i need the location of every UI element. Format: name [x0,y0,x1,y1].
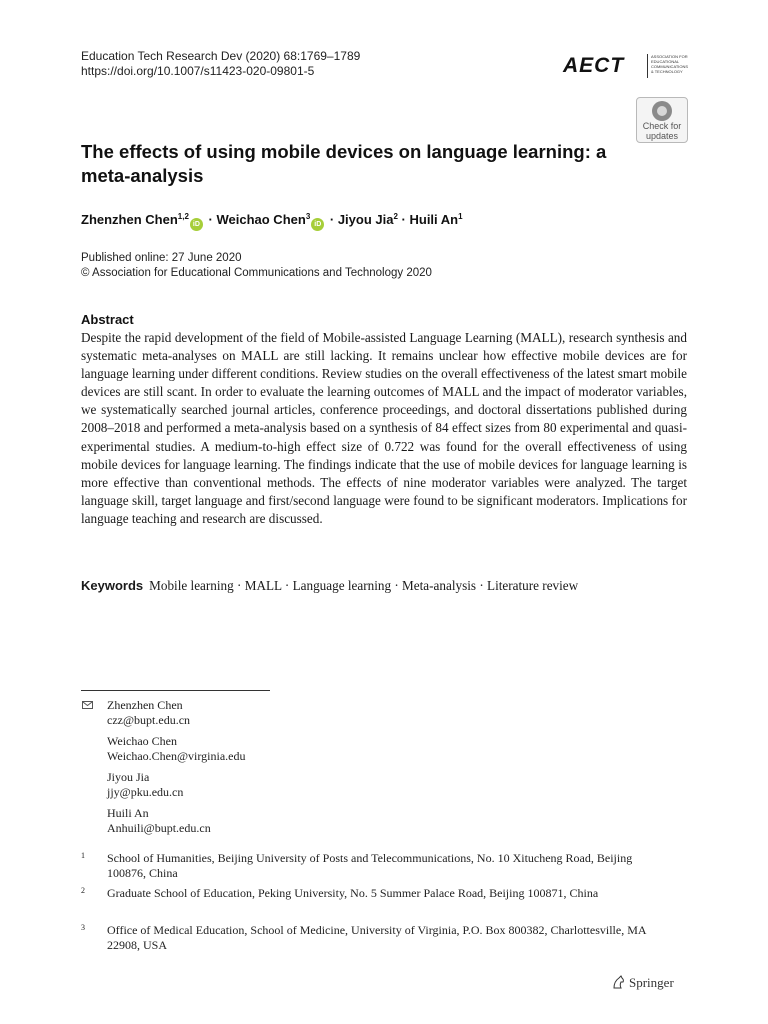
author-affiliation-mark: 1,2 [177,212,189,221]
author-affiliation-mark: 2 [393,212,398,221]
affiliation-text: Office of Medical Education, School of Medicine, University of Virginia, P.O. Box 800382, Charlottesville, MA 22908, USA [107,923,646,952]
author-name: Jiyou Jia [337,212,394,227]
author-name: Zhenzhen Chen [81,212,178,227]
contact-entry [107,770,246,800]
contact-name: Zhenzhen Chen [107,698,183,712]
footnote-divider [81,690,270,691]
contact-email[interactable]: Weichao.Chen@virginia.edu [107,749,246,763]
check-for-updates-label: Check for updates [642,121,682,141]
publisher-name: Springer [629,975,674,990]
article-title: The effects of using mobile devices on language learning: a meta-analysis [81,141,607,186]
keywords [81,577,687,595]
author-affiliation-mark: 1 [458,212,463,221]
author-affiliation-mark: 3 [305,212,311,221]
aect-logo-divider [647,54,648,78]
contact-name: Huili An [107,806,149,820]
contact-email[interactable]: czz@bupt.edu.cn [107,713,191,727]
author-separator: · [397,212,410,227]
contact-name: Jiyou Jia [107,770,150,784]
author-list [81,208,463,231]
aect-logo-tagline: ASSOCIATION FOR EDUCATIONAL COMMUNICATIONS & TECHNOLOGY [651,54,689,74]
running-header [81,49,360,79]
aect-logo-word: AECT [563,54,625,77]
keywords-label: Keywords [81,578,144,593]
affiliation-number: 3 [81,923,85,932]
abstract-text: Despite the rapid development of the field of Mobile-assisted Language Learning (MALL), research synthesis and systematic meta-analyses on MALL are still lacking. It remains unclear how effective mobile devices are for language learning under different conditions. Review studies on the overall effectiveness of the latest smart mobile devices are still scant. In order to evaluate the learning outcomes of MALL and the impact of moderator variables, we systematically searched journal articles, conference proceedings, and doctoral dissertations published during 2008–2018 and performed a meta-analysis based on a synthesis of 84 effect sizes from 80 experimental and quasi-experimental studies. A medium-to-high effect size of 0.722 was found for the overall effectiveness of using mobile devices for language learning. The findings indicate that the use of mobile devices for language learning is more effective than conventional methods. The effects of nine moderator variables were analyzed. The target language skill, target language and first/second language were found to be significant moderators. Implications for language teaching and research are discussed. [81,330,687,526]
contact-email[interactable]: jjy@pku.edu.cn [107,785,184,799]
abstract-heading: Abstract [81,312,134,327]
affiliation-number: 2 [81,886,85,895]
envelope-icon [82,701,93,709]
author-separator: · [204,212,217,227]
author-separator: · [326,212,338,227]
affiliation-number: 1 [81,851,85,860]
contact-entry [107,698,246,728]
orcid-icon[interactable]: iD [311,218,324,231]
publication-info [81,251,432,281]
contact-list [107,698,246,842]
doi-link[interactable]: https://doi.org/10.1007/s11423-020-09801-5 [81,64,315,78]
affiliation-text: Graduate School of Education, Peking University, No. 5 Summer Palace Road, Beijing 100871, China [107,886,599,900]
copyright-line: © Association for Educational Communications and Technology 2020 [81,267,432,279]
springer-horse-icon [612,975,625,989]
keywords-text: Mobile learning · MALL · Language learning · Meta-analysis · Literature review [149,578,579,593]
aect-logo [563,52,689,80]
contact-entry [107,806,246,836]
publisher-mark [612,975,674,991]
affiliation-text: School of Humanities, Beijing University of Posts and Telecommunications, No. 10 Xitucheng Road, Beijing 100876, China [107,851,633,880]
check-for-updates-button[interactable] [636,97,688,143]
orcid-icon[interactable]: iD [190,218,203,231]
journal-citation: Education Tech Research Dev (2020) 68:1769–1789 [81,49,361,63]
check-for-updates-icon [652,101,672,121]
contact-email[interactable]: Anhuili@bupt.edu.cn [107,821,211,835]
contact-entry [107,734,246,764]
contact-name: Weichao Chen [107,734,178,748]
author-name: Huili An [409,212,459,227]
author-name: Weichao Chen [216,212,306,227]
published-date: Published online: 27 June 2020 [81,252,242,264]
